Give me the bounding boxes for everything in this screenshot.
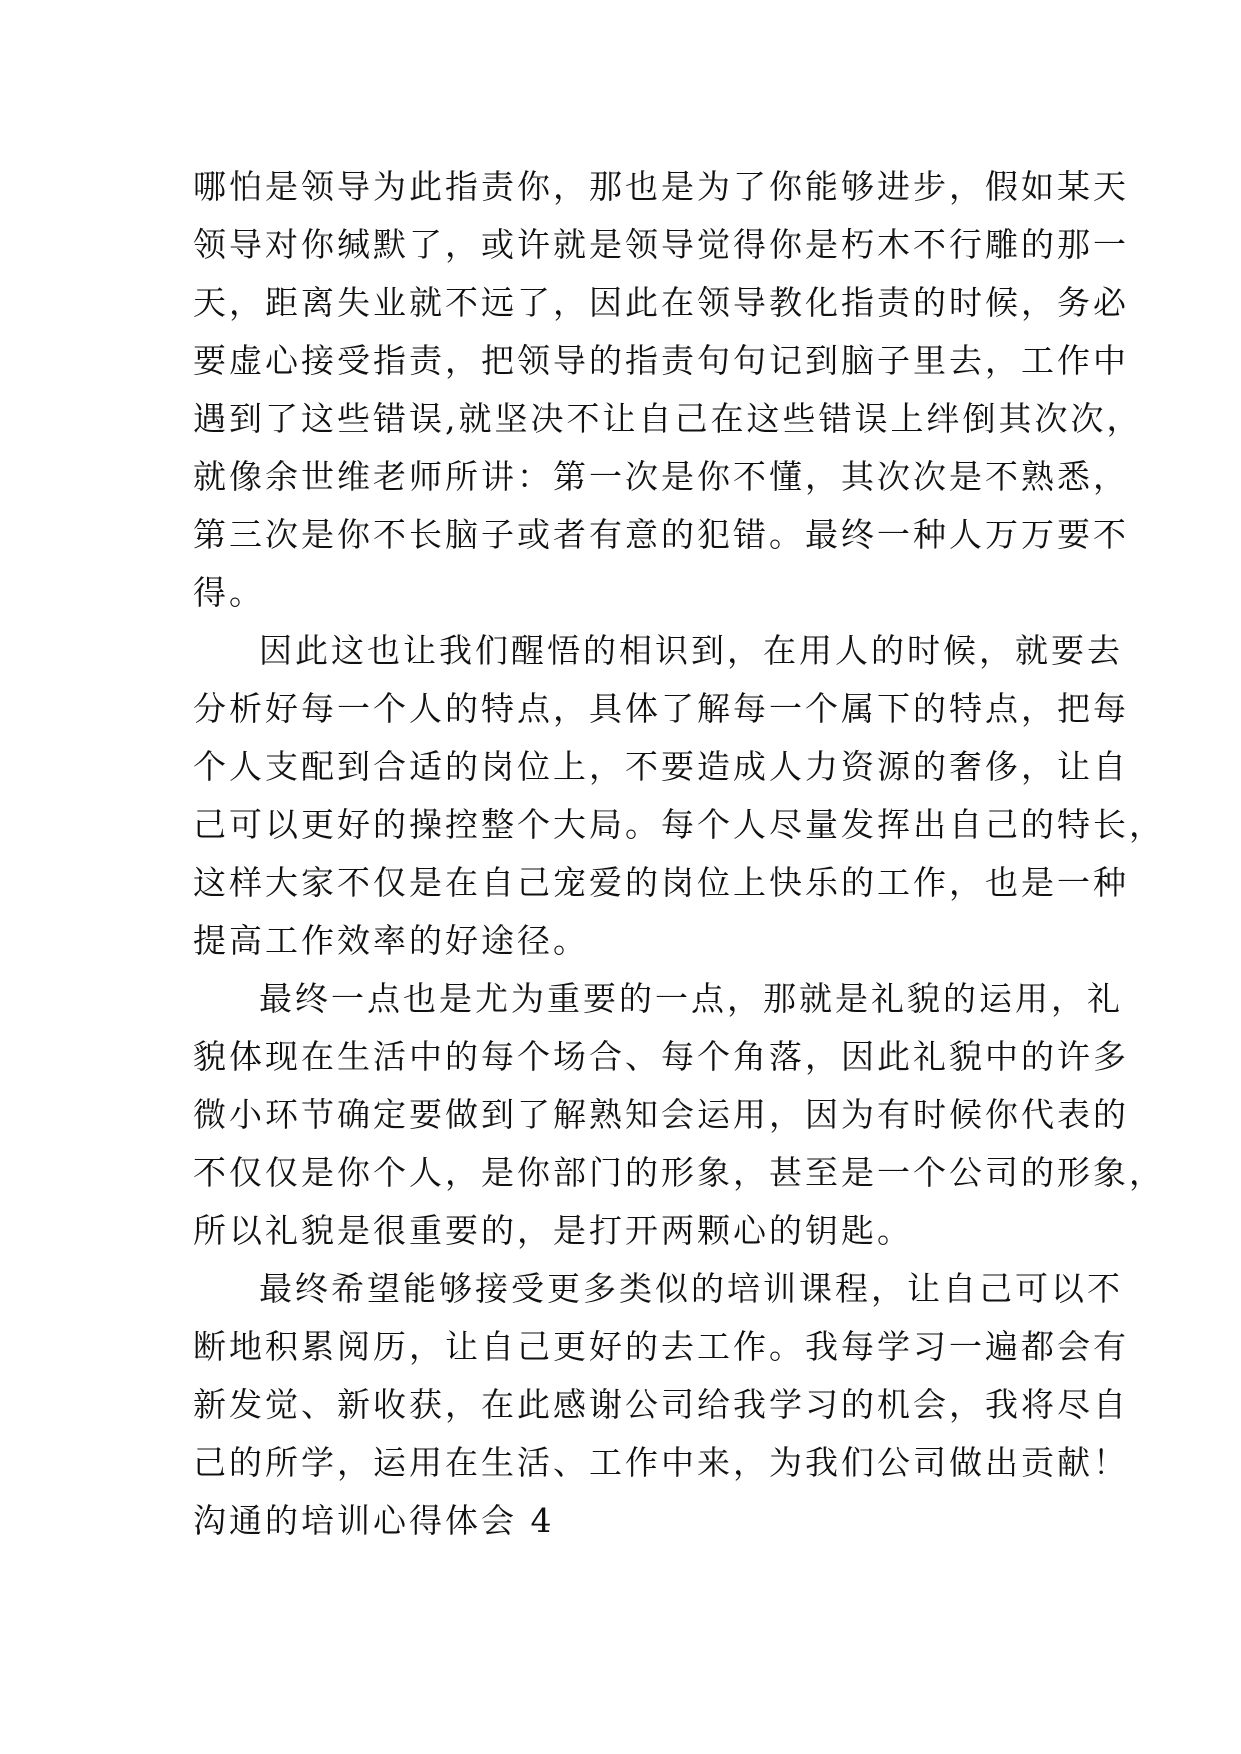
paragraph-4 (193, 1260, 1129, 1492)
paragraph-1 (193, 158, 1143, 622)
paragraph-line: 貌体现在生活中的每个场合、每个角落，因此礼貌中的许多 (193, 1037, 1129, 1076)
section-heading: 沟通的培训心得体会 4 (193, 1501, 555, 1540)
paragraph-line: 第三次是你不长脑子或者有意的犯错。最终一种人万万要不 (193, 515, 1129, 554)
paragraph-line: 就像余世维老师所讲：第一次是你不懂，其次次是不熟悉， (193, 457, 1129, 496)
paragraph-line: 断地积累阅历，让自己更好的去工作。我每学习一遍都会有 (193, 1327, 1129, 1366)
paragraph-3 (193, 970, 1165, 1260)
paragraph-line: 遇到了这些错误,就坚决不让自己在这些错误上绊倒其次次， (193, 399, 1143, 438)
paragraph-line: 领导对你缄默了，或许就是领导觉得你是朽木不行雕的那一 (193, 225, 1129, 264)
paragraph-line: 最终一点也是尤为重要的一点，那就是礼貌的运用，礼 (259, 979, 1123, 1018)
paragraph-line: 最终希望能够接受更多类似的培训课程，让自己可以不 (259, 1269, 1123, 1308)
paragraph-line: 哪怕是领导为此指责你，那也是为了你能够进步，假如某天 (193, 167, 1129, 206)
paragraph-line: 提高工作效率的好途径。 (193, 921, 589, 960)
paragraph-2 (193, 622, 1165, 970)
paragraph-line: 新发觉、新收获，在此感谢公司给我学习的机会，我将尽自 (193, 1385, 1129, 1424)
paragraph-line: 个人支配到合适的岗位上，不要造成人力资源的奢侈，让自 (193, 747, 1129, 786)
paragraph-line: 己可以更好的操控整个大局。每个人尽量发挥出自己的特长， (193, 805, 1165, 844)
paragraph-line: 天，距离失业就不远了，因此在领导教化指责的时候，务必 (193, 283, 1129, 322)
paragraph-line: 这样大家不仅是在自己宠爱的岗位上快乐的工作，也是一种 (193, 863, 1129, 902)
paragraph-line: 要虚心接受指责，把领导的指责句句记到脑子里去，工作中 (193, 341, 1129, 380)
paragraph-line: 分析好每一个人的特点，具体了解每一个属下的特点，把每 (193, 689, 1129, 728)
paragraph-line: 不仅仅是你个人，是你部门的形象，甚至是一个公司的形象， (193, 1153, 1165, 1192)
paragraph-line: 因此这也让我们醒悟的相识到，在用人的时候，就要去 (259, 631, 1123, 670)
paragraph-line: 己的所学，运用在生活、工作中来，为我们公司做出贡献！ (193, 1443, 1129, 1482)
paragraph-line: 得。 (193, 573, 265, 612)
paragraph-line: 所以礼貌是很重要的，是打开两颗心的钥匙。 (193, 1211, 913, 1250)
paragraph-line: 微小环节确定要做到了解熟知会运用，因为有时候你代表的 (193, 1095, 1129, 1134)
document-body (193, 158, 1165, 1550)
